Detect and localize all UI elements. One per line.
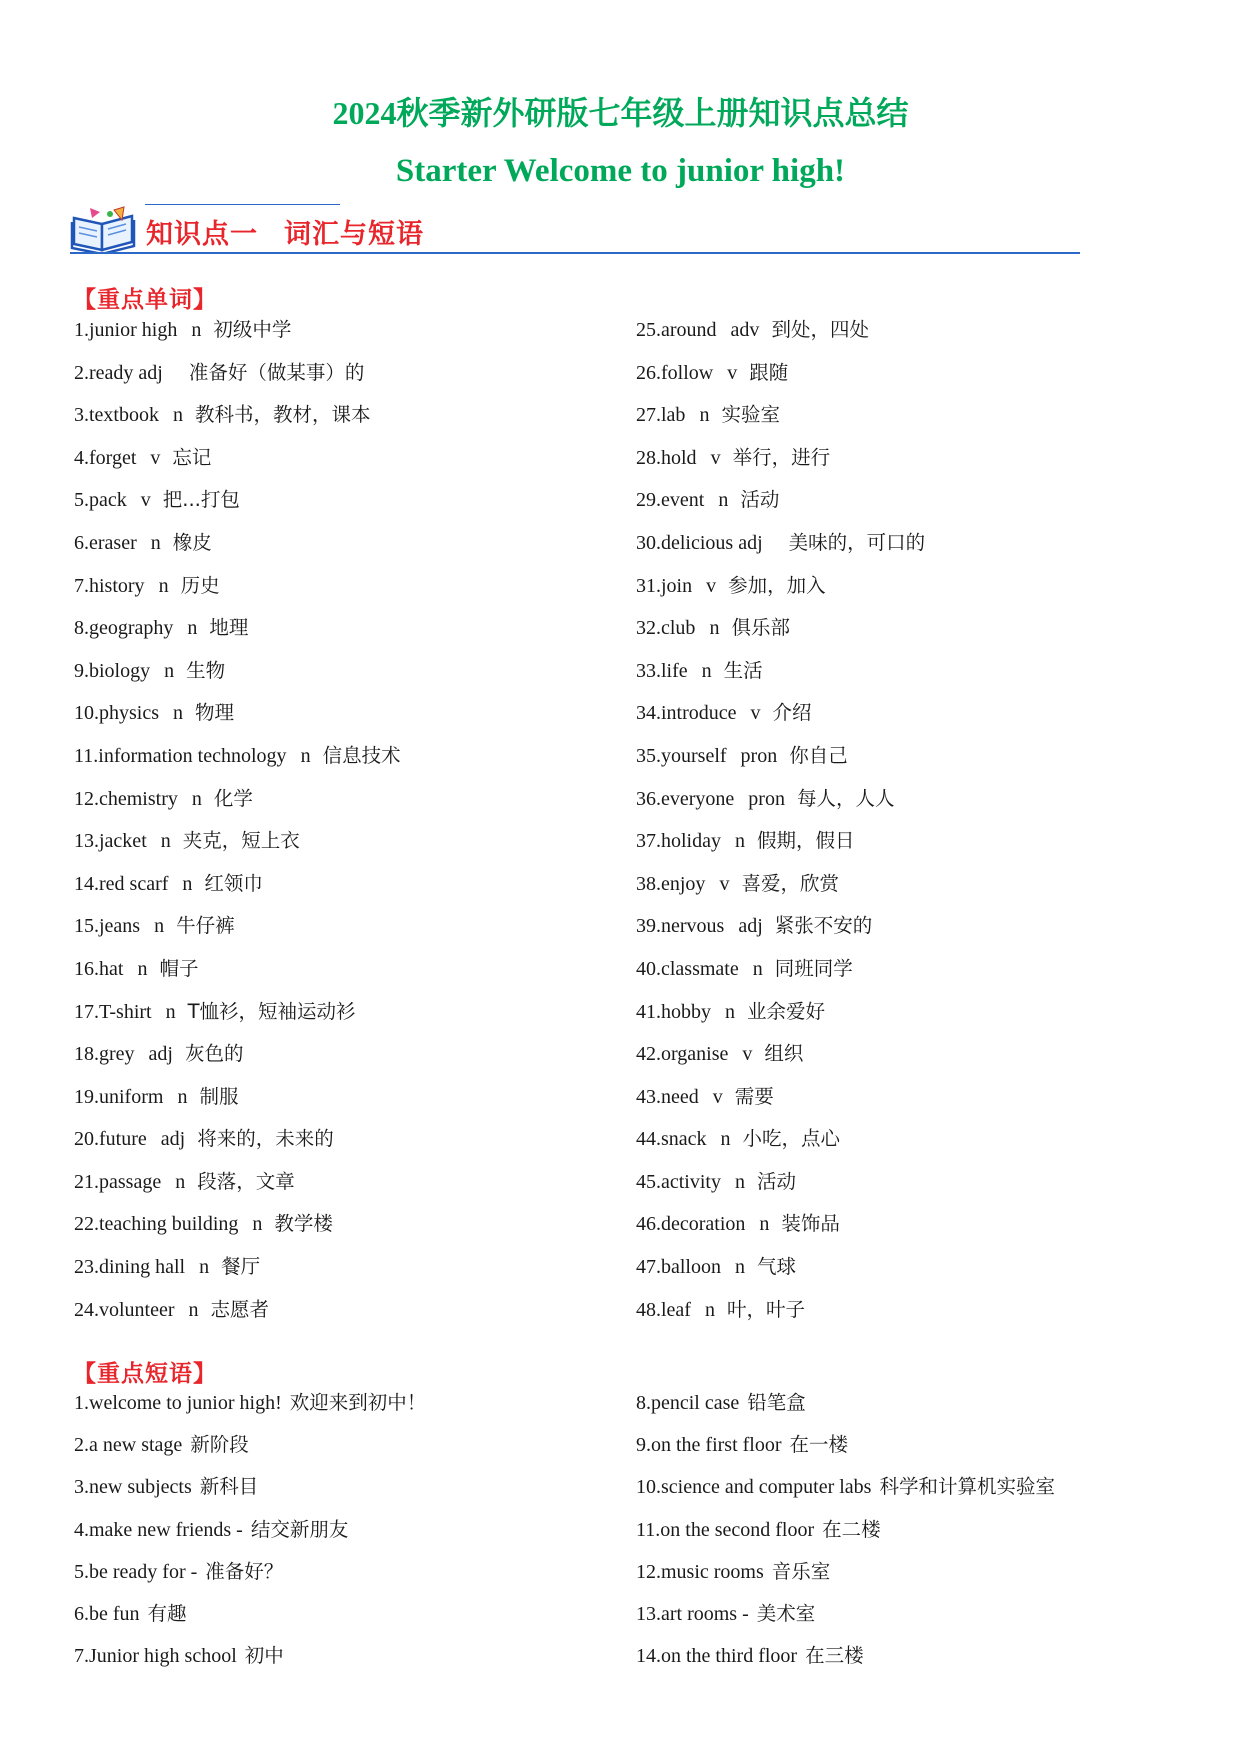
phrase-item xyxy=(74,1472,426,1514)
vocab-meaning: 餐厅 xyxy=(221,1255,261,1279)
vocab-term: 6.eraser xyxy=(74,531,137,554)
phrase-item xyxy=(74,1430,426,1472)
vocab-term: 19.uniform xyxy=(74,1085,164,1108)
phrase-term: 10.science and computer labs xyxy=(636,1476,872,1499)
vocab-meaning: 小吃，点心 xyxy=(742,1127,841,1151)
part-of-speech: n xyxy=(191,787,202,810)
vocab-item xyxy=(636,1209,925,1252)
vocab-item xyxy=(636,784,925,827)
part-of-speech: n xyxy=(252,1213,263,1236)
vocab-item xyxy=(74,315,401,358)
part-of-speech: adj xyxy=(738,915,763,938)
vocab-meaning: 业余爱好 xyxy=(747,999,826,1023)
header-top-rule xyxy=(145,204,340,205)
part-of-speech: n xyxy=(187,617,198,640)
part-of-speech: n xyxy=(173,404,183,427)
vocab-meaning: 气球 xyxy=(757,1255,797,1279)
phrase-list-left xyxy=(74,1388,426,1683)
vocab-term: 45.activity xyxy=(636,1170,721,1193)
vocab-item xyxy=(74,911,401,954)
vocab-item xyxy=(74,358,401,401)
part-of-speech: v xyxy=(150,446,161,469)
phrase-term: 12.music rooms xyxy=(636,1560,764,1583)
vocab-meaning: 帽子 xyxy=(159,956,199,980)
phrase-item xyxy=(74,1557,426,1599)
vocab-term: 17.T-shirt xyxy=(74,1000,152,1023)
phrase-term: 2.a new stage xyxy=(74,1434,183,1457)
vocab-term: 20.future xyxy=(74,1128,147,1151)
phrase-meaning: 有趣 xyxy=(147,1601,187,1625)
phrase-item xyxy=(636,1641,1055,1683)
vocab-meaning: 美味的，可口的 xyxy=(788,530,926,554)
vocab-meaning: 组织 xyxy=(764,1042,804,1066)
vocab-meaning: 初级中学 xyxy=(213,318,292,341)
vocab-item xyxy=(636,315,925,358)
vocab-item xyxy=(636,1082,925,1125)
vocab-item xyxy=(636,741,925,784)
vocab-meaning: 历史 xyxy=(180,573,220,597)
part-of-speech: n xyxy=(175,1170,186,1193)
vocab-meaning: 你自己 xyxy=(789,743,848,767)
vocab-term: 33.life xyxy=(636,659,688,682)
part-of-speech: n xyxy=(699,404,710,427)
phrase-term: 1.welcome to junior high! xyxy=(74,1392,282,1414)
vocab-term: 35.yourself xyxy=(636,744,727,767)
part-of-speech: v xyxy=(750,702,761,725)
vocab-meaning: 假期，假日 xyxy=(757,829,855,853)
vocab-meaning: 实验室 xyxy=(721,403,780,427)
phrase-meaning: 在二楼 xyxy=(822,1517,881,1541)
vocab-term: 29.event xyxy=(636,489,705,512)
part-of-speech: n xyxy=(158,574,169,597)
vocab-term: 23.dining hall xyxy=(74,1256,186,1279)
vocab-term: 22.teaching building xyxy=(74,1213,239,1236)
vocab-meaning: 灰色的 xyxy=(184,1042,244,1066)
vocab-meaning: 教学楼 xyxy=(274,1212,333,1236)
vocab-term: 31.join xyxy=(636,574,693,597)
vocab-term: 38.enjoy xyxy=(636,872,706,895)
vocab-item xyxy=(74,1124,401,1167)
part-of-speech: n xyxy=(164,659,175,682)
vocab-term: 2.ready adj xyxy=(74,361,163,384)
phrase-meaning: 音乐室 xyxy=(771,1559,831,1583)
vocab-meaning: 信息技术 xyxy=(322,743,401,767)
part-of-speech: n xyxy=(701,659,712,682)
vocab-meaning: 活动 xyxy=(756,1169,796,1193)
part-of-speech: n xyxy=(300,744,311,767)
part-of-speech: n xyxy=(165,1000,176,1023)
phrase-meaning: 新科目 xyxy=(199,1475,259,1499)
vocab-item xyxy=(636,613,925,656)
vocab-meaning: 教科书，教材，课本 xyxy=(195,403,371,427)
phrase-item xyxy=(636,1557,1055,1599)
vocab-term: 24.volunteer xyxy=(74,1298,175,1321)
vocab-item xyxy=(74,784,401,827)
phrase-meaning: 新阶段 xyxy=(190,1433,249,1457)
phrase-item xyxy=(74,1641,426,1683)
vocab-term: 46.decoration xyxy=(636,1213,746,1236)
vocab-item xyxy=(636,1295,925,1338)
phrase-meaning: 在三楼 xyxy=(805,1644,864,1668)
vocab-term: 3.textbook xyxy=(74,404,159,427)
vocab-item xyxy=(74,443,401,486)
vocab-item xyxy=(74,1295,401,1338)
vocab-item xyxy=(74,528,401,571)
part-of-speech: n xyxy=(137,957,148,980)
phrase-item xyxy=(636,1388,1055,1430)
vocab-item xyxy=(74,656,401,699)
vocab-term: 9.biology xyxy=(74,659,151,682)
vocab-term: 18.grey xyxy=(74,1043,135,1066)
vocab-item xyxy=(74,1209,401,1252)
part-of-speech: n xyxy=(160,830,171,853)
part-of-speech: v xyxy=(712,1085,723,1108)
vocab-meaning: 忘记 xyxy=(172,445,212,469)
vocab-item xyxy=(74,1167,401,1210)
vocab-meaning: 举行，进行 xyxy=(732,445,831,469)
part-of-speech: n xyxy=(173,702,183,725)
vocab-term: 43.need xyxy=(636,1085,699,1108)
part-of-speech: n xyxy=(720,1128,731,1151)
vocab-term: 47.balloon xyxy=(636,1256,721,1279)
vocab-meaning: 段落，文章 xyxy=(197,1169,295,1193)
phrase-term: 13.art rooms - xyxy=(636,1602,749,1625)
phrase-item xyxy=(636,1599,1055,1641)
vocab-meaning: 装饰品 xyxy=(781,1212,840,1236)
vocab-term: 30.delicious adj xyxy=(636,531,763,554)
vocab-item xyxy=(636,1167,925,1210)
vocab-term: 40.classmate xyxy=(636,957,739,980)
vocab-meaning: 红领巾 xyxy=(204,871,263,895)
part-of-speech: v xyxy=(706,574,717,597)
vocab-meaning: 到处，四处 xyxy=(771,318,869,341)
part-of-speech: n xyxy=(735,1256,745,1279)
vocab-item xyxy=(74,954,401,997)
vocab-term: 32.club xyxy=(636,617,696,640)
vocab-item xyxy=(74,1082,401,1125)
vocab-term: 42.organise xyxy=(636,1043,729,1066)
vocab-meaning: 每人，人人 xyxy=(796,786,895,810)
vocab-term: 44.snack xyxy=(636,1128,707,1151)
vocab-item xyxy=(74,1252,401,1295)
section-topic: 词汇与短语 xyxy=(284,219,424,250)
vocab-term: 25.around xyxy=(636,319,717,341)
vocab-meaning: 紧张不安的 xyxy=(774,914,873,938)
vocab-term: 48.leaf xyxy=(636,1298,691,1321)
part-of-speech: n xyxy=(182,872,193,895)
vocab-item xyxy=(74,869,401,912)
part-of-speech: adv xyxy=(730,319,760,341)
vocab-item xyxy=(74,613,401,656)
part-of-speech: pron xyxy=(748,787,785,810)
phrase-meaning: 欢迎来到初中！ xyxy=(289,1391,427,1414)
vocab-term: 27.lab xyxy=(636,404,686,427)
vocab-term: 5.pack xyxy=(74,489,127,512)
vocab-meaning: 化学 xyxy=(213,786,253,810)
phrase-list-right xyxy=(636,1388,1055,1683)
vocab-term: 8.geography xyxy=(74,617,174,640)
part-of-speech: n xyxy=(709,617,720,640)
vocab-meaning: 俱乐部 xyxy=(731,616,790,640)
vocab-item xyxy=(74,400,401,443)
phrase-meaning: 科学和计算机实验室 xyxy=(879,1475,1055,1499)
page-title: 2024秋季新外研版七年级上册知识点总结 xyxy=(332,95,909,131)
part-of-speech: v xyxy=(719,872,730,895)
part-of-speech: n xyxy=(188,1298,199,1321)
vocab-item xyxy=(74,997,401,1040)
vocab-item xyxy=(74,826,401,869)
phrase-item xyxy=(636,1472,1055,1514)
vocab-item xyxy=(636,954,925,997)
phrase-meaning: 在一楼 xyxy=(789,1433,849,1457)
part-of-speech: n xyxy=(752,957,763,980)
vocab-meaning: 生活 xyxy=(723,658,763,682)
part-of-speech: n xyxy=(199,1256,210,1279)
part-of-speech: n xyxy=(759,1213,770,1236)
vocab-list-left xyxy=(74,315,401,1337)
part-of-speech: n xyxy=(734,1170,745,1193)
vocab-term: 7.history xyxy=(74,574,145,597)
phrase-meaning: 准备好？ xyxy=(205,1559,284,1583)
part-of-speech: n xyxy=(725,1000,735,1023)
phrase-meaning: 铅笔盒 xyxy=(747,1391,806,1414)
vocab-item xyxy=(636,443,925,486)
vocab-meaning: 需要 xyxy=(734,1084,774,1108)
vocab-meaning: 夹克，短上衣 xyxy=(182,829,300,853)
vocab-term: 26.follow xyxy=(636,361,714,384)
phrase-term: 3.new subjects xyxy=(74,1476,192,1499)
phrase-term: 11.on the second floor xyxy=(636,1518,815,1541)
part-of-speech: v xyxy=(742,1043,753,1066)
vocab-item xyxy=(74,571,401,614)
vocab-meaning: 喜爱，欣赏 xyxy=(741,871,839,895)
phrase-term: 5.be ready for - xyxy=(74,1560,198,1583)
part-of-speech: adj xyxy=(160,1128,186,1151)
vocab-meaning: 参加，加入 xyxy=(728,573,826,597)
phrase-term: 4.make new friends - xyxy=(74,1518,243,1541)
vocab-term: 11.information technology xyxy=(74,744,287,767)
vocab-item xyxy=(636,869,925,912)
vocab-item xyxy=(636,1252,925,1295)
vocab-item xyxy=(636,1039,925,1082)
vocab-item xyxy=(636,911,925,954)
vocab-item xyxy=(636,571,925,614)
phrase-term: 7.Junior high school xyxy=(74,1645,237,1668)
phrase-item xyxy=(74,1388,426,1430)
vocab-list-right xyxy=(636,315,925,1337)
vocab-term: 36.everyone xyxy=(636,787,735,810)
vocab-meaning: 准备好（做某事）的 xyxy=(188,360,365,384)
phrase-item xyxy=(636,1515,1055,1557)
part-of-speech: n xyxy=(718,489,729,512)
part-of-speech: v xyxy=(727,361,738,384)
vocab-term: 13.jacket xyxy=(74,830,147,853)
vocab-meaning: 将来的，未来的 xyxy=(197,1127,334,1151)
vocab-term: 21.passage xyxy=(74,1170,162,1193)
vocab-term: 34.introduce xyxy=(636,702,737,725)
part-of-speech: v xyxy=(710,446,721,469)
part-of-speech: n xyxy=(154,915,165,938)
vocab-item xyxy=(74,741,401,784)
section-title xyxy=(146,212,424,251)
part-of-speech: n xyxy=(150,531,161,554)
vocab-meaning: 物理 xyxy=(195,701,235,725)
part-of-speech: pron xyxy=(740,744,778,767)
vocab-meaning: 牛仔裤 xyxy=(176,914,235,938)
words-heading: 【重点单词】 xyxy=(73,287,217,313)
part-of-speech: adj xyxy=(148,1043,173,1066)
section-header xyxy=(70,200,1080,258)
vocab-term: 12.chemistry xyxy=(74,787,178,810)
section-label: 知识点一 xyxy=(146,219,258,250)
phrase-term: 9.on the first floor xyxy=(636,1434,782,1457)
vocab-item xyxy=(636,528,925,571)
vocab-item xyxy=(74,485,401,528)
vocab-item xyxy=(636,485,925,528)
vocab-item xyxy=(74,1039,401,1082)
book-icon xyxy=(70,206,138,254)
vocab-meaning: 叶，叶子 xyxy=(726,1297,805,1321)
part-of-speech: n xyxy=(191,319,202,341)
phrase-term: 14.on the third floor xyxy=(636,1645,798,1668)
vocab-meaning: 同班同学 xyxy=(774,956,853,980)
phrase-item xyxy=(74,1515,426,1557)
vocab-term: 10.physics xyxy=(74,702,159,725)
phrase-meaning: 美术室 xyxy=(756,1601,816,1625)
vocab-term: 1.junior high xyxy=(74,319,178,341)
vocab-item xyxy=(636,1124,925,1167)
vocab-meaning: 把...打包 xyxy=(162,488,240,512)
vocab-item xyxy=(636,400,925,443)
phrase-meaning: 初中 xyxy=(244,1644,284,1668)
unit-title: Starter Welcome to junior high! xyxy=(395,153,846,189)
vocab-term: 28.hold xyxy=(636,446,697,469)
part-of-speech: v xyxy=(140,489,151,512)
vocab-item xyxy=(636,656,925,699)
phrases-heading: 【重点短语】 xyxy=(73,1361,217,1387)
vocab-term: 39.nervous xyxy=(636,915,725,938)
vocab-meaning: 介绍 xyxy=(772,701,812,725)
part-of-speech: n xyxy=(177,1085,188,1108)
phrase-item xyxy=(74,1599,426,1641)
part-of-speech: n xyxy=(735,830,745,853)
phrase-item xyxy=(636,1430,1055,1472)
vocab-meaning: 生物 xyxy=(186,658,226,682)
vocab-term: 4.forget xyxy=(74,446,137,469)
vocab-term: 37.holiday xyxy=(636,830,721,853)
vocab-term: 14.red scarf xyxy=(74,872,169,895)
phrase-meaning: 结交新朋友 xyxy=(250,1517,349,1541)
vocab-meaning: 制服 xyxy=(199,1084,239,1108)
vocab-meaning: 志愿者 xyxy=(210,1297,270,1321)
vocab-item xyxy=(636,826,925,869)
part-of-speech: n xyxy=(704,1298,715,1321)
header-underline xyxy=(70,252,1080,254)
vocab-item xyxy=(74,698,401,741)
vocab-item xyxy=(636,997,925,1040)
vocab-meaning: 地理 xyxy=(209,616,249,640)
vocab-meaning: 活动 xyxy=(740,488,780,512)
vocab-meaning: 橡皮 xyxy=(172,530,212,554)
vocab-term: 41.hobby xyxy=(636,1000,711,1023)
phrase-term: 8.pencil case xyxy=(636,1392,740,1414)
vocab-meaning: 跟随 xyxy=(749,360,789,384)
vocab-term: 15.jeans xyxy=(74,915,141,938)
vocab-meaning: T恤衫，短袖运动衫 xyxy=(187,999,356,1023)
vocab-item xyxy=(636,698,925,741)
phrase-term: 6.be fun xyxy=(74,1602,140,1625)
vocab-item xyxy=(636,358,925,401)
vocab-term: 16.hat xyxy=(74,957,124,980)
